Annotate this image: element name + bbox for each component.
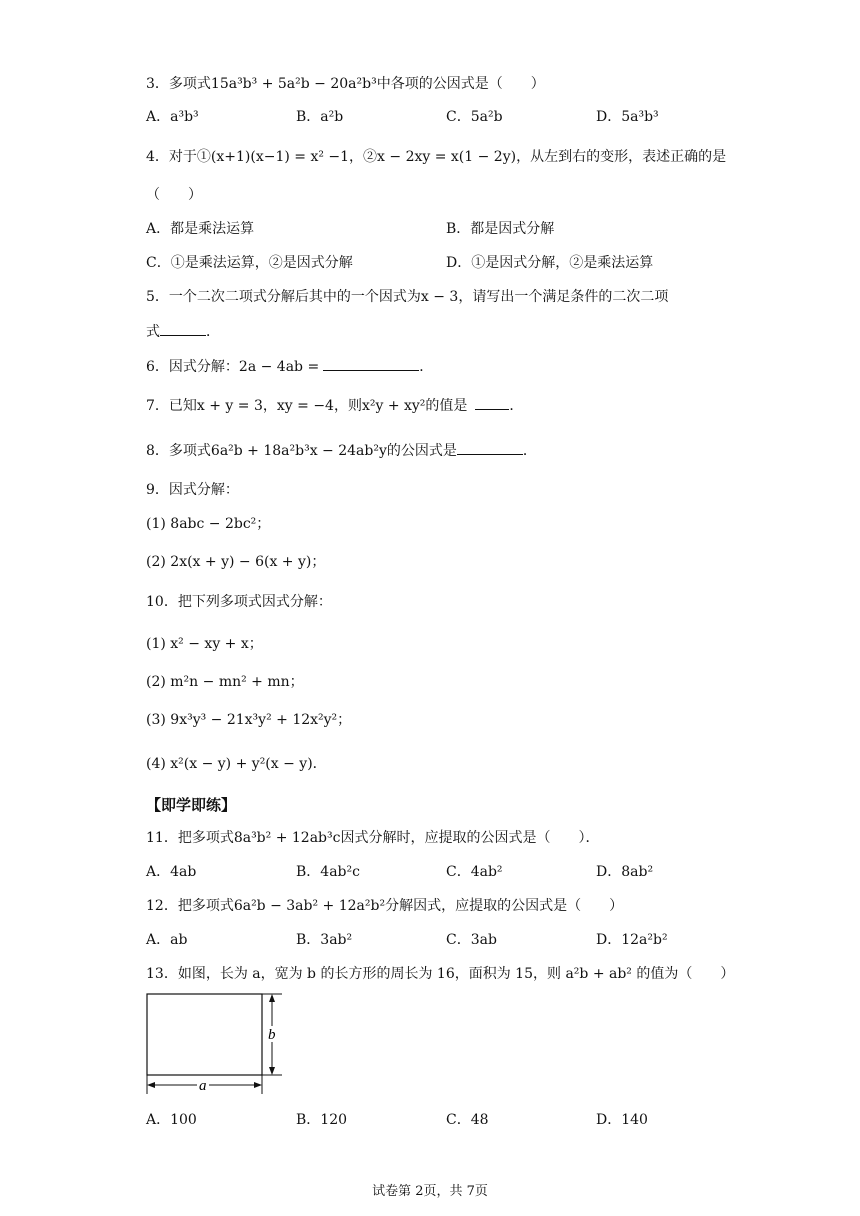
q3-option-d[interactable]: D．5a³b³ [596,109,659,125]
question-5-line2 [146,321,220,342]
q8-text: 8．多项式6a²b + 18a²b³x − 24ab²y的公因式是 [146,443,457,459]
q10-part-4: (4) x²(x − y) + y²(x − y)． [146,756,327,772]
q3-option-c[interactable]: C．5a²b [446,109,503,125]
q10-part-3: (3) 9x³y³ − 21x³y² + 12x²y²； [146,712,352,728]
page-footer: 试卷第 2页，共 7页 [372,1184,488,1199]
q7-end: ． [509,398,524,414]
figure-label-a: a [199,1078,207,1094]
q11-option-c[interactable]: C．4ab² [446,864,503,880]
q6-answer-blank[interactable] [323,356,419,371]
question-3-stem: 3．多项式15a³b³ + 5a²b − 20a²b³中各项的公因式是（ ） [146,76,545,92]
q7-answer-blank[interactable] [475,395,509,410]
q11-option-b[interactable]: B．4ab²c [296,864,360,880]
question-10-stem: 10．把下列多项式因式分解： [146,594,332,610]
rectangle-figure [140,988,300,1098]
q4-option-a[interactable]: A．都是乘法运算 [146,221,255,237]
q4-option-c[interactable]: C．①是乘法运算，②是因式分解 [146,255,353,271]
q5-line2-text: 式 [146,324,160,340]
q13-option-a[interactable]: A．100 [146,1112,197,1128]
figure-b-arrowhead-top [269,994,275,1002]
figure-b-arrowhead-bottom [269,1067,275,1075]
question-9-stem: 9．因式分解： [146,482,239,498]
figure-a-arrowhead-left [147,1082,155,1088]
q12-option-c[interactable]: C．3ab [446,932,497,948]
q8-end: ． [522,443,537,459]
q13-option-d[interactable]: D．140 [596,1112,648,1128]
figure-rectangle [147,994,262,1075]
q13-option-c[interactable]: C．48 [446,1112,489,1128]
question-6 [146,356,433,377]
q11-option-d[interactable]: D．8ab² [596,864,654,880]
question-7 [146,395,523,416]
q3-option-b[interactable]: B．a²b [296,109,344,125]
q8-answer-blank[interactable] [457,440,523,455]
question-5-line1: 5．一个二次二项式分解后其中的一个因式为x − 3，请写出一个满足条件的二次二项 [146,289,669,305]
section-title: 【即学即练】 [146,796,237,814]
q7-text: 7．已知x + y = 3，xy = −4，则x²y + xy²的值是 [146,398,468,414]
q6-text: 6．因式分解：2a − 4ab = [146,359,320,375]
question-12-stem: 12．把多项式6a²b − 3ab² + 12a²b²分解因式，应提取的公因式是（ ） [146,898,624,914]
q5-line2-end: ． [206,324,220,340]
q9-part-1: (1) 8abc − 2bc²； [146,516,271,532]
q10-part-1: (1) x² − xy + x； [146,636,263,652]
q4-option-d[interactable]: D．①是因式分解，②是乘法运算 [446,255,654,271]
q12-option-b[interactable]: B．3ab² [296,932,353,948]
q4-option-b[interactable]: B．都是因式分解 [446,221,555,237]
question-13-stem: 13．如图，长为 a，宽为 b 的长方形的周长为 16，面积为 15，则 a²b + ab² 的值为（ ） [146,966,735,982]
question-4-stem-cont: （ ） [146,187,202,203]
q13-option-b[interactable]: B．120 [296,1112,348,1128]
q11-option-a[interactable]: A．4ab [146,864,197,880]
q12-option-a[interactable]: A．ab [146,932,188,948]
q3-option-a[interactable]: A．a³b³ [146,109,199,125]
q10-part-2: (2) m²n − mn² + mn； [146,674,304,690]
question-11-stem: 11．把多项式8a³b² + 12ab³c因式分解时，应提取的公因式是（ ）． [146,830,600,846]
q5-answer-blank[interactable] [160,321,206,336]
figure-label-b: b [268,1027,276,1043]
q12-option-d[interactable]: D．12a²b² [596,932,668,948]
question-8 [146,440,537,461]
question-4-stem: 4．对于①(x+1)(x−1) = x² −1，②x − 2xy = x(1 − 2y)，从左到右的变形，表述正确的是 [146,149,727,165]
q9-part-2: (2) 2x(x + y) − 6(x + y)； [146,554,326,570]
q6-end: ． [419,359,434,375]
figure-a-arrowhead-right [254,1082,262,1088]
